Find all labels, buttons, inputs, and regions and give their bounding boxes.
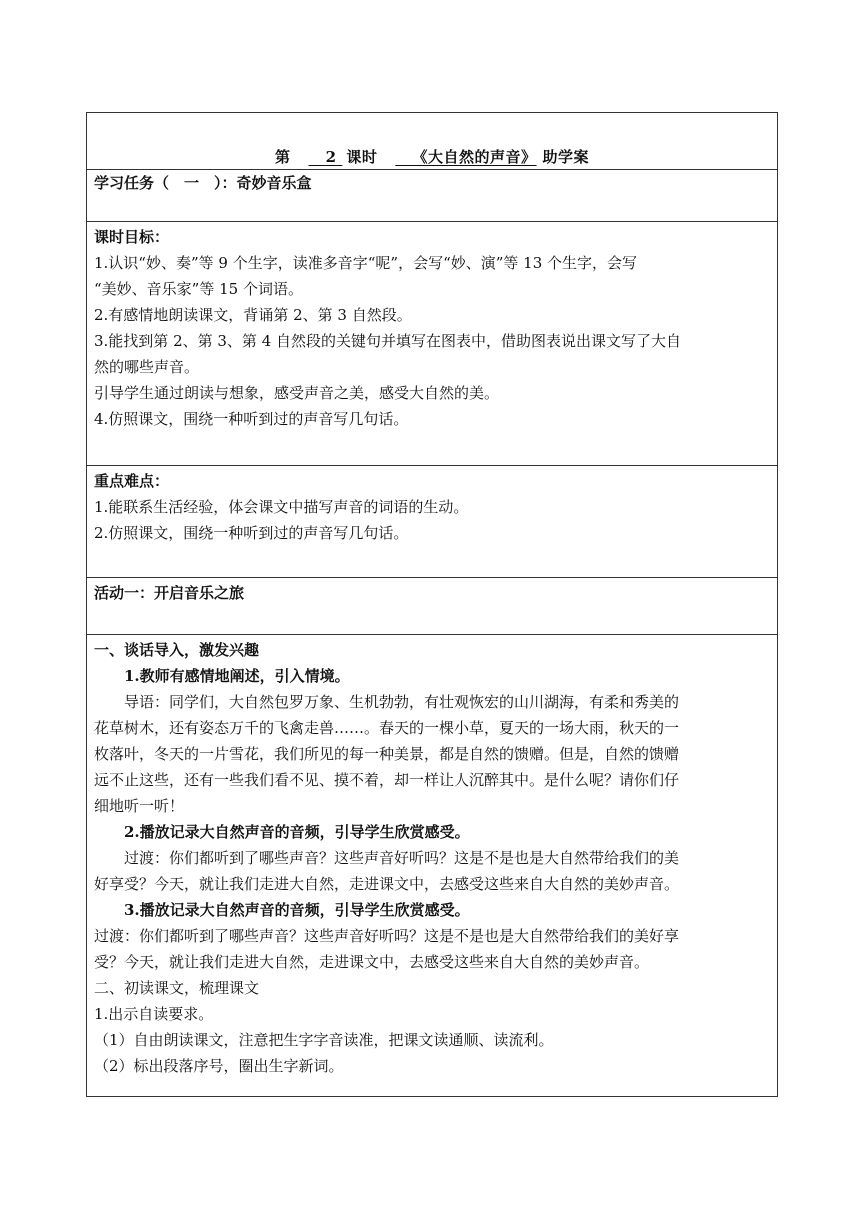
requirement-2: （2）标出段落序号，圈出生字新词。 xyxy=(94,1057,344,1075)
intro-line: 花草树木，还有姿态万千的飞禽走兽……。春天的一棵小草，夏天的一场大雨，秋天的一 xyxy=(94,719,680,737)
transition1-line: 过渡：你们都听到了哪些声音？这些声音好听吗？这是不是也是大自然带给我们的美 xyxy=(124,849,680,867)
activity-label: 活动一：开启音乐之旅 xyxy=(94,584,245,602)
key-point-line: 1.能联系生活经验，体会课文中描写声音的词语的生动。 xyxy=(94,498,469,516)
task-row xyxy=(87,170,777,222)
transition2-line: 过渡：你们都听到了哪些声音？这些声音好听吗？这是不是也是大自然带给我们的美好享 xyxy=(94,927,680,945)
goal-line: 1.认识“妙、奏”等 9 个生字，读准多音字“呢”，会写“妙、演”等 13 个生字，会写 xyxy=(94,254,638,272)
lesson-plan-table xyxy=(86,112,778,1097)
goal-line: 引导学生通过朗读与想象，感受声音之美，感受大自然的美。 xyxy=(94,384,500,402)
step3-text: 3.播放记录大自然声音的音频，引导学生欣赏感受。 xyxy=(124,901,470,919)
requirement-1: （1）自由朗读课文，注意把生字字音读准，把课文读通顺、读流利。 xyxy=(94,1031,554,1049)
intro-line: 导语：同学们，大自然包罗万象、生机勃勃，有壮观恢宏的山川湖海，有柔和秀美的 xyxy=(124,693,680,711)
title-unit: 课时 xyxy=(346,148,378,166)
step1-text: 1.教师有感情地阐述，引入情境。 xyxy=(124,667,350,685)
goal-line: 4.仿照课文，围绕一种听到过的声音写几句话。 xyxy=(94,410,409,428)
title-lesson-number: 2 xyxy=(325,148,337,166)
key-points-heading: 重点难点： xyxy=(94,472,170,490)
goals-heading: 课时目标： xyxy=(94,228,170,246)
intro-line: 枚落叶，冬天的一片雪花，我们所见的每一种美景，都是自然的馈赠。但是，自然的馈赠 xyxy=(94,745,680,763)
title-lesson-name: 《大自然的声音》 xyxy=(412,148,537,166)
title-suffix: 助学案 xyxy=(542,148,590,166)
sub1-text: 1.出示自读要求。 xyxy=(94,1005,214,1023)
key-points-section xyxy=(87,468,777,578)
goals-section xyxy=(87,224,777,466)
title-row xyxy=(87,113,777,170)
intro-line: 细地听一听！ xyxy=(94,797,185,815)
intro-line: 远不止这些，还有一些我们看不见、摸不着，却一样让人沉醉其中。是什么呢？请你们仔 xyxy=(94,771,680,789)
goal-line: “美妙、音乐家”等 15 个词语。 xyxy=(94,280,303,298)
section2-heading: 二、初读课文，梳理课文 xyxy=(94,979,260,997)
goal-line: 2.有感情地朗读课文，背诵第 2、第 3 自然段。 xyxy=(94,306,412,324)
key-point-line: 2.仿照课文，围绕一种听到过的声音写几句话。 xyxy=(94,524,409,542)
goal-line: 然的哪些声音。 xyxy=(94,358,200,376)
transition1-line: 好享受？今天，就让我们走进大自然，走进课文中，去感受这些来自大自然的美妙声音。 xyxy=(94,875,680,893)
activity-body xyxy=(87,637,777,1096)
section1-heading: 一、谈话导入，激发兴趣 xyxy=(94,641,260,659)
goal-line: 3.能找到第 2、第 3、第 4 自然段的关键句并填写在图表中，借助图表说出课文写了大自 xyxy=(94,332,682,350)
transition2-line: 受？今天，就让我们走进大自然，走进课文中，去感受这些来自大自然的美妙声音。 xyxy=(94,953,650,971)
step2-text: 2.播放记录大自然声音的音频，引导学生欣赏感受。 xyxy=(124,823,470,841)
activity-row xyxy=(87,580,777,635)
page-title xyxy=(87,146,777,167)
title-prefix: 第 xyxy=(274,148,291,166)
task-label: 学习任务（ 一 ）：奇妙音乐盒 xyxy=(94,174,312,192)
